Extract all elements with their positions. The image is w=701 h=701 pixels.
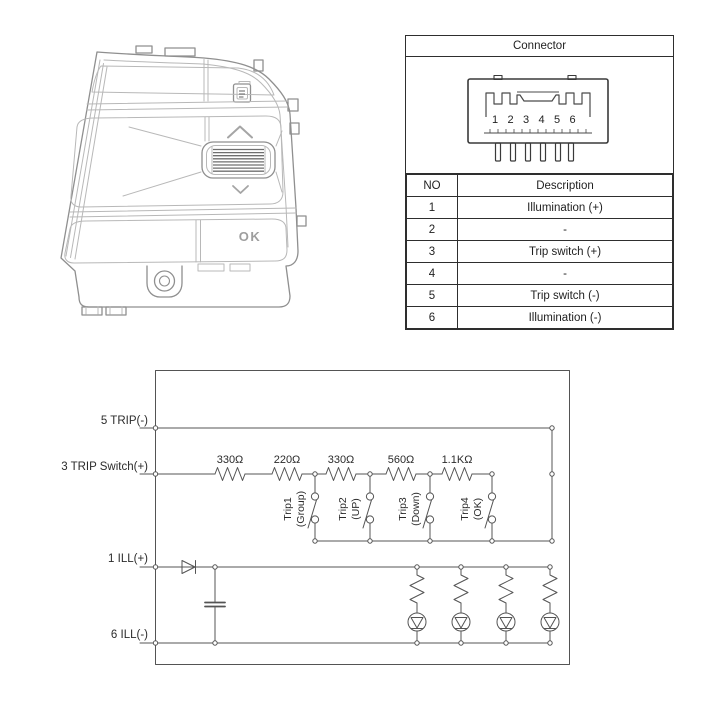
connector-title: Connector — [406, 36, 673, 57]
pin-number: 2 — [507, 114, 514, 126]
connector-cavity — [484, 92, 592, 133]
connector-pin-numbers — [492, 114, 576, 126]
up-chevron-icon — [228, 127, 252, 138]
label-trip-switch-plus: 3 TRIP Switch(+) — [61, 461, 148, 473]
label-ill-plus: 1 ILL(+) — [108, 553, 148, 565]
table-row — [407, 263, 673, 285]
connector-pins — [496, 143, 574, 161]
header-description: Description — [458, 175, 673, 197]
label-trip-minus: 5 TRIP(-) — [100, 415, 148, 427]
resistor-value: 1.1KΩ — [441, 454, 473, 466]
table-row — [407, 219, 673, 241]
header-no: NO — [407, 175, 458, 197]
pin-number: 1 — [491, 114, 499, 126]
pin-number: 4 — [538, 114, 545, 126]
table-row — [407, 197, 673, 219]
mount-tab — [165, 48, 195, 56]
capacitor — [205, 567, 225, 643]
pin-number: 3 — [522, 114, 530, 126]
circuit-enclosure — [156, 371, 570, 665]
pin-desc: - — [458, 263, 673, 285]
ok-button-label: OK — [238, 229, 262, 244]
switch-name: Trip3 — [397, 497, 409, 521]
pin-desc: - — [458, 219, 673, 241]
switch-mode: (UP) — [350, 498, 362, 520]
switch-name: Trip2 — [337, 497, 349, 521]
switch-mode: (OK) — [472, 497, 484, 521]
led-branch-1 — [408, 567, 426, 643]
pin-number: 6 — [569, 114, 576, 126]
pinout-table — [406, 174, 673, 329]
scroll-wheel — [202, 142, 275, 178]
screw-boss — [147, 266, 182, 297]
wheel-hatch — [213, 91, 264, 171]
led-branch-3 — [497, 567, 515, 643]
table-row — [407, 307, 673, 329]
resistor-220 — [272, 468, 302, 481]
mount-tab — [106, 307, 126, 315]
pin-desc: Illumination (+) — [458, 197, 673, 219]
table-row — [407, 285, 673, 307]
resistor-value: 560Ω — [387, 454, 415, 466]
resistor-value: 330Ω — [216, 454, 244, 466]
led-branch-4 — [541, 567, 559, 643]
switch-mode: (Group) — [295, 490, 307, 528]
terminal-labels — [61, 415, 148, 641]
pin-no: 6 — [407, 307, 458, 329]
pinout-header-row — [407, 175, 673, 197]
mount-tab — [82, 307, 102, 315]
mount-tab — [136, 46, 152, 53]
table-row — [407, 241, 673, 263]
connector-panel — [405, 35, 674, 330]
resistor-1-1k — [442, 468, 472, 481]
pin-no: 3 — [407, 241, 458, 263]
switch-name: Trip4 — [459, 497, 471, 521]
switch-mode: (Down) — [410, 492, 422, 526]
pin-no: 5 — [407, 285, 458, 307]
switch-name: Trip1 — [282, 497, 294, 521]
resistor-value: 220Ω — [273, 454, 301, 466]
pin-no: 4 — [407, 263, 458, 285]
wire-trip-minus — [140, 428, 552, 541]
resistor-560 — [386, 468, 416, 481]
led-branch-2 — [452, 567, 470, 643]
pin-desc: Trip switch (+) — [458, 241, 673, 263]
label-ill-minus: 6 ILL(-) — [110, 629, 148, 641]
down-chevron-icon — [233, 186, 248, 193]
pin-desc: Illumination (-) — [458, 307, 673, 329]
resistor-value: 330Ω — [327, 454, 355, 466]
connector-graphic — [406, 57, 673, 174]
pin-desc: Trip switch (-) — [458, 285, 673, 307]
pin-no: 2 — [407, 219, 458, 241]
connector-drawing — [406, 57, 673, 173]
resistor-labels — [217, 454, 473, 466]
unit-inner-lines — [65, 60, 296, 315]
pin-number: 5 — [553, 114, 561, 126]
trip-switch-illustration — [55, 25, 321, 325]
resistor-330-1 — [215, 468, 245, 481]
pin-no: 1 — [407, 197, 458, 219]
resistor-330-2 — [326, 468, 356, 481]
circuit-diagram — [40, 355, 585, 685]
mount-tab — [297, 216, 306, 226]
